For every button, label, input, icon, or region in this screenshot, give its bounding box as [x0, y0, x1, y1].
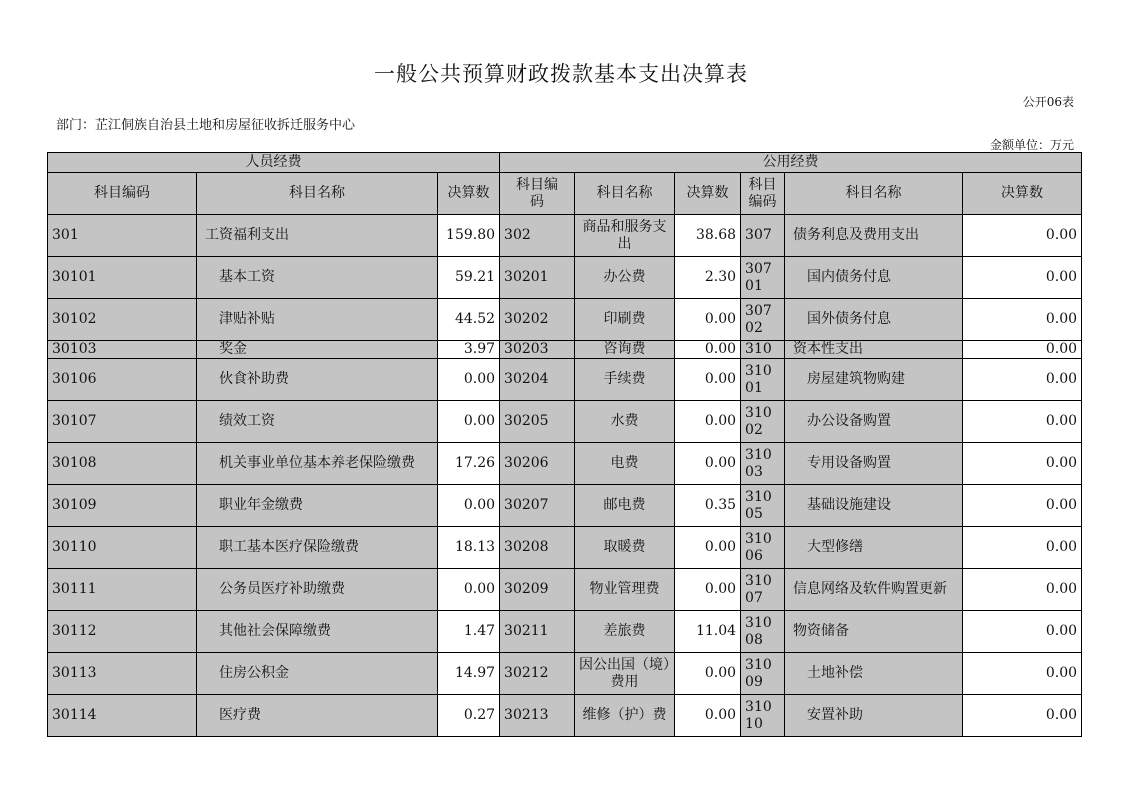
table-row: [48, 401, 1082, 443]
public-name-cell: 水费: [575, 401, 675, 443]
public-amount-cell: 0.00: [675, 443, 741, 485]
col-amount-right: 决算数: [963, 173, 1082, 215]
personnel-code-cell: 30102: [48, 299, 197, 341]
table-row: [48, 299, 1082, 341]
public-name-cell: 手续费: [575, 359, 675, 401]
public-name-right-cell: 安置补助: [785, 695, 963, 737]
public-amount-right-cell: 0.00: [963, 215, 1082, 257]
public-code-cell: 30208: [500, 527, 575, 569]
public-amount-cell: 0.00: [675, 569, 741, 611]
personnel-amount-cell: 44.52: [438, 299, 500, 341]
personnel-code-cell: 30106: [48, 359, 197, 401]
personnel-name-cell: 绩效工资: [197, 401, 438, 443]
col-amount-mid: 决算数: [675, 173, 741, 215]
personnel-name-cell: 医疗费: [197, 695, 438, 737]
public-name-right-cell: 债务利息及费用支出: [785, 215, 963, 257]
personnel-amount-cell: 3.97: [438, 341, 500, 359]
personnel-name-cell: 公务员医疗补助缴费: [197, 569, 438, 611]
public-amount-right-cell: 0.00: [963, 443, 1082, 485]
public-name-cell: 取暖费: [575, 527, 675, 569]
personnel-code-cell: 30114: [48, 695, 197, 737]
public-header: 公用经费: [500, 153, 1082, 173]
public-name-right-cell: 专用设备购置: [785, 443, 963, 485]
public-code-right-cell: 31003: [741, 443, 785, 485]
table-row: [48, 359, 1082, 401]
public-name-right-cell: 信息网络及软件购置更新: [785, 569, 963, 611]
personnel-code-cell: 30107: [48, 401, 197, 443]
public-amount-cell: 0.00: [675, 299, 741, 341]
personnel-code-cell: 301: [48, 215, 197, 257]
col-name-right: 科目名称: [785, 173, 963, 215]
personnel-amount-cell: 14.97: [438, 653, 500, 695]
public-name-right-cell: 土地补偿: [785, 653, 963, 695]
public-name-right-cell: 国内债务付息: [785, 257, 963, 299]
personnel-name-cell: 伙食补助费: [197, 359, 438, 401]
public-code-cell: 30209: [500, 569, 575, 611]
public-code-cell: 30212: [500, 653, 575, 695]
public-amount-right-cell: 0.00: [963, 611, 1082, 653]
public-amount-right-cell: 0.00: [963, 299, 1082, 341]
group-header-row: [48, 153, 1082, 173]
public-name-cell: 因公出国（境）费用: [575, 653, 675, 695]
personnel-amount-cell: 59.21: [438, 257, 500, 299]
col-code-mid: 科目编码: [500, 173, 575, 215]
personnel-code-cell: 30103: [48, 341, 197, 359]
public-amount-cell: 0.00: [675, 695, 741, 737]
public-amount-cell: 0.35: [675, 485, 741, 527]
public-code-right-cell: 31010: [741, 695, 785, 737]
public-code-right-cell: 31009: [741, 653, 785, 695]
public-code-cell: 30211: [500, 611, 575, 653]
table-row: [48, 695, 1082, 737]
public-code-right-cell: 31007: [741, 569, 785, 611]
personnel-name-cell: 津贴补贴: [197, 299, 438, 341]
public-amount-right-cell: 0.00: [963, 257, 1082, 299]
table-row: [48, 527, 1082, 569]
public-amount-right-cell: 0.00: [963, 527, 1082, 569]
table-row: [48, 215, 1082, 257]
amount-unit-label: 金额单位：万元: [989, 138, 1074, 152]
table-row: [48, 569, 1082, 611]
public-name-cell: 差旅费: [575, 611, 675, 653]
personnel-code-cell: 30110: [48, 527, 197, 569]
personnel-name-cell: 基本工资: [197, 257, 438, 299]
public-name-right-cell: 房屋建筑物购建: [785, 359, 963, 401]
public-name-right-cell: 国外债务付息: [785, 299, 963, 341]
public-code-right-cell: 307: [741, 215, 785, 257]
public-name-right-cell: 基础设施建设: [785, 485, 963, 527]
personnel-amount-cell: 159.80: [438, 215, 500, 257]
personnel-amount-cell: 18.13: [438, 527, 500, 569]
public-code-right-cell: 30701: [741, 257, 785, 299]
public-amount-right-cell: 0.00: [963, 359, 1082, 401]
table-row: [48, 485, 1082, 527]
public-name-cell: 商品和服务支出: [575, 215, 675, 257]
public-code-cell: 30201: [500, 257, 575, 299]
personnel-amount-cell: 0.00: [438, 359, 500, 401]
col-code: 科目编码: [48, 173, 197, 215]
personnel-name-cell: 职业年金缴费: [197, 485, 438, 527]
public-name-right-cell: 大型修缮: [785, 527, 963, 569]
public-amount-cell: 0.00: [675, 653, 741, 695]
personnel-name-cell: 住房公积金: [197, 653, 438, 695]
public-name-right-cell: 办公设备购置: [785, 401, 963, 443]
public-code-cell: 30203: [500, 341, 575, 359]
public-name-cell: 咨询费: [575, 341, 675, 359]
public-amount-cell: 38.68: [675, 215, 741, 257]
public-code-cell: 30206: [500, 443, 575, 485]
table-row: [48, 443, 1082, 485]
public-amount-cell: 0.00: [675, 527, 741, 569]
public-amount-cell: 2.30: [675, 257, 741, 299]
public-code-right-cell: 30702: [741, 299, 785, 341]
public-amount-cell: 0.00: [675, 359, 741, 401]
personnel-name-cell: 其他社会保障缴费: [197, 611, 438, 653]
personnel-name-cell: 奖金: [197, 341, 438, 359]
personnel-code-cell: 30111: [48, 569, 197, 611]
page-title: 一般公共预算财政拨款基本支出决算表: [374, 62, 748, 86]
public-name-cell: 办公费: [575, 257, 675, 299]
public-code-right-cell: 31002: [741, 401, 785, 443]
public-name-right-cell: 物资储备: [785, 611, 963, 653]
public-amount-cell: 0.00: [675, 401, 741, 443]
public-code-right-cell: 31001: [741, 359, 785, 401]
public-code-right-cell: 31006: [741, 527, 785, 569]
personnel-name-cell: 工资福利支出: [197, 215, 438, 257]
public-code-right-cell: 31008: [741, 611, 785, 653]
personnel-amount-cell: 0.00: [438, 569, 500, 611]
expenditure-table: [47, 152, 1082, 737]
column-header-row: [48, 173, 1082, 215]
public-code-right-cell: 31005: [741, 485, 785, 527]
public-code-cell: 30202: [500, 299, 575, 341]
col-name: 科目名称: [197, 173, 438, 215]
personnel-code-cell: 30101: [48, 257, 197, 299]
table-row: [48, 653, 1082, 695]
personnel-amount-cell: 0.00: [438, 401, 500, 443]
personnel-amount-cell: 1.47: [438, 611, 500, 653]
personnel-amount-cell: 0.27: [438, 695, 500, 737]
form-number: 公开06表: [1022, 95, 1074, 109]
public-name-cell: 维修（护）费: [575, 695, 675, 737]
public-code-cell: 302: [500, 215, 575, 257]
public-name-cell: 电费: [575, 443, 675, 485]
personnel-name-cell: 机关事业单位基本养老保险缴费: [197, 443, 438, 485]
table-row: [48, 341, 1082, 359]
public-amount-right-cell: 0.00: [963, 653, 1082, 695]
personnel-code-cell: 30112: [48, 611, 197, 653]
col-name-mid: 科目名称: [575, 173, 675, 215]
public-code-cell: 30213: [500, 695, 575, 737]
public-name-cell: 物业管理费: [575, 569, 675, 611]
personnel-code-cell: 30109: [48, 485, 197, 527]
public-amount-right-cell: 0.00: [963, 341, 1082, 359]
public-amount-cell: 0.00: [675, 341, 741, 359]
personnel-amount-cell: 17.26: [438, 443, 500, 485]
public-code-cell: 30205: [500, 401, 575, 443]
public-name-cell: 印刷费: [575, 299, 675, 341]
public-name-right-cell: 资本性支出: [785, 341, 963, 359]
public-code-right-cell: 310: [741, 341, 785, 359]
personnel-code-cell: 30108: [48, 443, 197, 485]
personnel-amount-cell: 0.00: [438, 485, 500, 527]
public-amount-cell: 11.04: [675, 611, 741, 653]
department-label: 部门：芷江侗族自治县土地和房屋征收拆迁服务中心: [56, 118, 356, 133]
public-amount-right-cell: 0.00: [963, 401, 1082, 443]
public-amount-right-cell: 0.00: [963, 569, 1082, 611]
col-code-right: 科目编码: [741, 173, 785, 215]
personnel-header: 人员经费: [48, 153, 500, 173]
public-amount-right-cell: 0.00: [963, 485, 1082, 527]
table-row: [48, 611, 1082, 653]
public-code-cell: 30207: [500, 485, 575, 527]
personnel-name-cell: 职工基本医疗保险缴费: [197, 527, 438, 569]
public-amount-right-cell: 0.00: [963, 695, 1082, 737]
public-name-cell: 邮电费: [575, 485, 675, 527]
col-amount: 决算数: [438, 173, 500, 215]
public-code-cell: 30204: [500, 359, 575, 401]
table-row: [48, 257, 1082, 299]
personnel-code-cell: 30113: [48, 653, 197, 695]
